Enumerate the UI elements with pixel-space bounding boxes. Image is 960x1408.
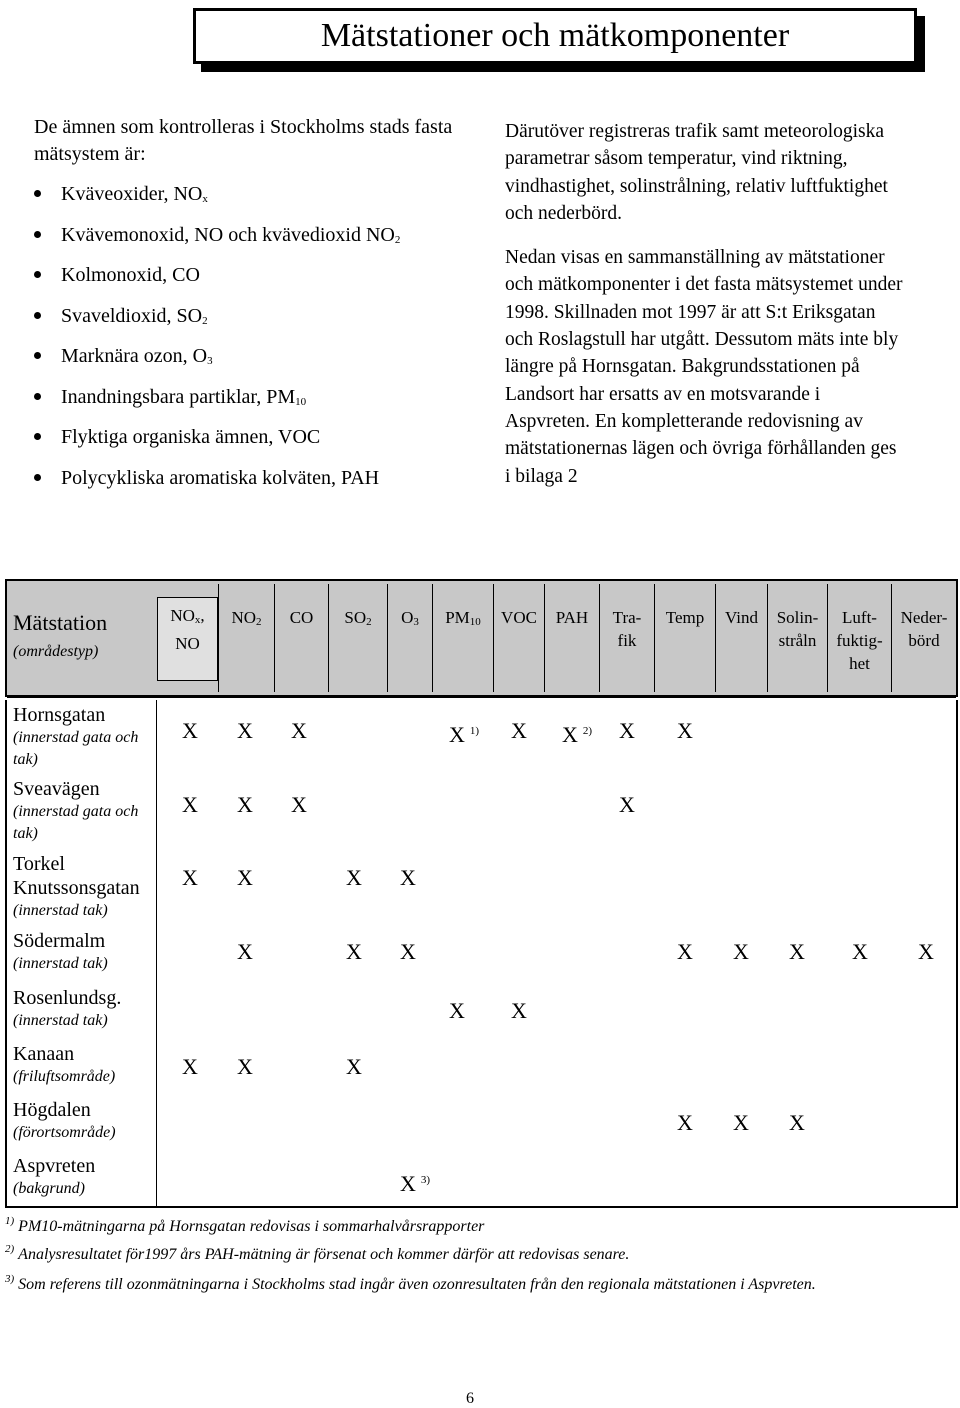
stations-table xyxy=(5,579,958,1208)
table-cell-mark: X xyxy=(733,1110,749,1135)
table-cell-mark: X xyxy=(291,792,307,817)
table-row-station: Kanaan (friluftsområde) xyxy=(13,1043,116,1085)
table-cell-mark: X xyxy=(291,718,307,743)
header-column: SO2 xyxy=(328,584,387,692)
component-item: Kvävemonoxid, NO och kvävedioxid NO2 xyxy=(34,215,474,256)
table-cell-mark: X xyxy=(237,939,253,964)
header-station: Mätstation (områdestyp) xyxy=(7,584,157,692)
table-cell-mark: X xyxy=(237,792,253,817)
header-column: Temp xyxy=(654,584,715,692)
table-cell-mark: X xyxy=(677,939,693,964)
header-column: PAH xyxy=(544,584,599,692)
table-cell-mark: X $^{3)}$ xyxy=(400,1171,431,1196)
right-column xyxy=(505,118,905,490)
table-cell-mark: X xyxy=(182,1054,198,1079)
table-row-station: Sveavägen (innerstad gata och tak) xyxy=(13,778,139,842)
title-box xyxy=(193,8,917,64)
header-column: NO2 xyxy=(218,584,274,692)
footnote: $^{1)}$ PM10-mätningarna på Hornsgatan redovisas i sommarhalvårsrapporter xyxy=(5,1215,485,1235)
header-column: Solin- stråln xyxy=(767,584,827,692)
table-cell-mark: X xyxy=(789,939,805,964)
table-cell-mark: X xyxy=(677,718,693,743)
header-column: Tra- fik xyxy=(599,584,654,692)
table-cell-mark: X xyxy=(400,865,416,890)
table-row-station: Rosenlundsg. (innerstad tak) xyxy=(13,987,122,1029)
header-column: O3 xyxy=(387,584,432,692)
table-cell-mark: X xyxy=(619,718,635,743)
table-cell-mark: X xyxy=(918,939,934,964)
table-cell-mark: X xyxy=(346,1054,362,1079)
table-cell-mark: X xyxy=(237,718,253,743)
intro-text: De ämnen som kontrolleras i Stockholms stads fasta mätsystem är: xyxy=(34,116,453,165)
table-cell-mark: X xyxy=(789,1110,805,1135)
table-cell-mark: X xyxy=(619,792,635,817)
table-cell-mark: X xyxy=(182,718,198,743)
page-number: 6 xyxy=(466,1390,474,1407)
table-cell-mark: X $^{1)}$ xyxy=(449,722,480,747)
table-cell-mark: X xyxy=(733,939,749,964)
table-body xyxy=(5,700,958,1208)
header-column: CO xyxy=(274,584,328,692)
component-item: Marknära ozon, O3 xyxy=(34,336,474,377)
component-list xyxy=(34,174,474,498)
paragraph-meteorology: Därutöver registreras trafik samt meteorologiska parametrar såsom temperatur, vind riktning, vindhastighet, solinstrålning, relativ luftfuktighet och nederbörd. xyxy=(505,121,888,224)
table-cell-mark: X xyxy=(449,998,465,1023)
table-row-station: Aspvreten (bakgrund) xyxy=(13,1155,96,1197)
table-cell-mark: X xyxy=(852,939,868,964)
header-column: VOC xyxy=(493,584,544,692)
component-item: Inandningsbara partiklar, PM10 xyxy=(34,377,474,418)
footnote: $^{3)}$ Som referens till ozonmätningarna i Stockholms stad ingår även ozonresultaten från den regionala mätstationen i Aspvreten. xyxy=(5,1273,816,1293)
header-column: PM10 xyxy=(432,584,493,692)
table-cell-mark: X xyxy=(400,939,416,964)
table-cell-mark: X $^{2)}$ xyxy=(562,722,593,747)
component-item: Kolmonoxid, CO xyxy=(34,255,474,296)
table-row-station: Hornsgatan (innerstad gata och tak) xyxy=(13,704,139,768)
header-column: Vind xyxy=(715,584,767,692)
header-column: Luft- fuktig- het xyxy=(827,584,891,692)
table-header xyxy=(5,579,958,697)
table-row-station: Torkel Knutssonsgatan (innerstad tak) xyxy=(13,853,140,919)
table-cell-mark: X xyxy=(182,865,198,890)
page-title: Mätstationer och mätkomponenter xyxy=(320,17,790,54)
header-column: NOx, NO xyxy=(157,597,218,681)
table-cell-mark: X xyxy=(511,998,527,1023)
table-cell-mark: X xyxy=(511,718,527,743)
table-cell-mark: X xyxy=(677,1110,693,1135)
component-item: Kväveoxider, NOx xyxy=(34,174,474,215)
header-column: Neder- börd xyxy=(891,584,956,692)
footnote: $^{2)}$ Analysresultatet för1997 års PAH-mätning är försenat och kommer därför att redovisas senare. xyxy=(5,1243,630,1263)
table-cell-mark: X xyxy=(237,865,253,890)
component-item: Polycykliska aromatiska kolväten, PAH xyxy=(34,458,474,499)
component-item: Svaveldioxid, SO2 xyxy=(34,296,474,337)
component-item: Flyktiga organiska ämnen, VOC xyxy=(34,417,474,458)
table-cell-mark: X xyxy=(237,1054,253,1079)
table-cell-mark: X xyxy=(346,865,362,890)
left-column xyxy=(34,114,474,498)
table-row-station: Södermalm (innerstad tak) xyxy=(13,930,108,972)
table-cell-mark: X xyxy=(346,939,362,964)
paragraph-summary: Nedan visas en sammanställning av mätstationer och mätkomponenter i det fasta mätsystemet under 1998. Skillnaden mot 1997 är att S:t Eriksgatan och Roslagstull har utgått. Dessutom mäts inte bly längre på Hornsgatan. Bakgrundsstationen på Landsort har ersatts av en motsvarande i Aspvreten. En kompletterande redovisning av mätstationernas lägen och övriga förhållanden ges i bilaga 2 xyxy=(505,247,903,487)
table-cell-mark: X xyxy=(182,792,198,817)
table-row-station: Högdalen (förortsområde) xyxy=(13,1099,116,1141)
